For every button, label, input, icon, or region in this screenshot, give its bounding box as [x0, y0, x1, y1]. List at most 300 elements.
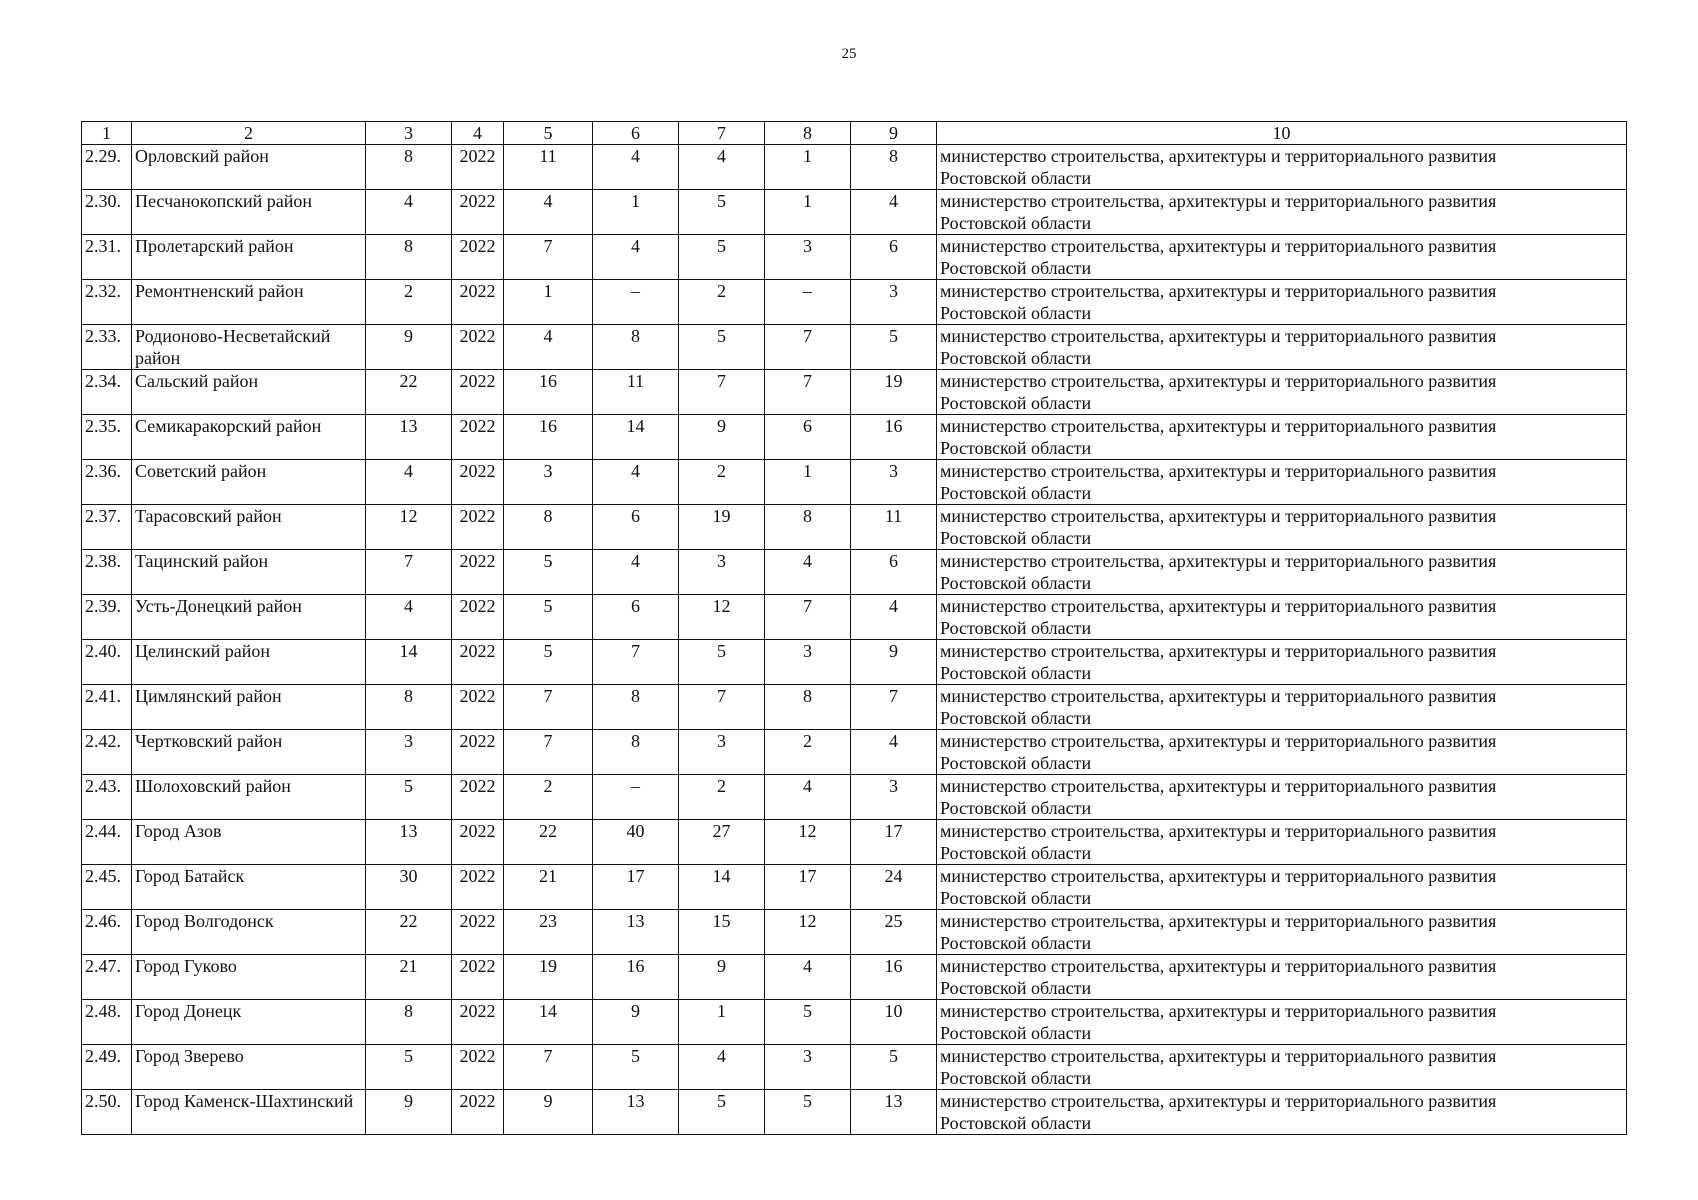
row-number-cell: 2.37.	[82, 505, 132, 550]
organization-line-2: Ростовской области	[940, 348, 1092, 368]
value-cell-c7: 3	[679, 550, 765, 595]
value-cell-c3: 5	[366, 775, 452, 820]
value-cell-c4: 2022	[452, 820, 504, 865]
organization-line-2: Ростовской области	[940, 258, 1092, 278]
row-number-cell: 2.41.	[82, 685, 132, 730]
value-cell-c5: 16	[504, 415, 593, 460]
value-cell-c6: 11	[593, 370, 679, 415]
value-cell-c6: 4	[593, 145, 679, 190]
district-name-cell: Город Батайск	[132, 865, 366, 910]
value-cell-c7: 5	[679, 640, 765, 685]
organization-line-2: Ростовской области	[940, 303, 1092, 323]
organization-line-2: Ростовской области	[940, 483, 1092, 503]
organization-line-2: Ростовской области	[940, 1068, 1092, 1088]
table-row	[82, 370, 1627, 415]
row-number-cell: 2.30.	[82, 190, 132, 235]
district-name-cell: Песчанокопский район	[132, 190, 366, 235]
table-row	[82, 955, 1627, 1000]
value-cell-c4: 2022	[452, 910, 504, 955]
organization-line-2: Ростовской области	[940, 978, 1092, 998]
header-cell: 7	[679, 122, 765, 145]
value-cell-c4: 2022	[452, 1045, 504, 1090]
organization-line-1: министерство строительства, архитектуры и территориального развития	[940, 236, 1497, 256]
organization-line-2: Ростовской области	[940, 438, 1092, 458]
value-cell-c5: 11	[504, 145, 593, 190]
value-cell-c3: 4	[366, 190, 452, 235]
value-cell-c7: 9	[679, 415, 765, 460]
value-cell-c5: 19	[504, 955, 593, 1000]
responsible-organization-cell	[937, 1000, 1627, 1045]
value-cell-c9: 16	[851, 415, 937, 460]
organization-line-2: Ростовской области	[940, 843, 1092, 863]
value-cell-c5: 8	[504, 505, 593, 550]
value-cell-c4: 2022	[452, 505, 504, 550]
value-cell-c8: 5	[765, 1000, 851, 1045]
value-cell-c6: 8	[593, 685, 679, 730]
value-cell-c6: 40	[593, 820, 679, 865]
value-cell-c9: 17	[851, 820, 937, 865]
value-cell-c4: 2022	[452, 550, 504, 595]
value-cell-c8: 3	[765, 640, 851, 685]
row-number-cell: 2.31.	[82, 235, 132, 280]
organization-line-2: Ростовской области	[940, 663, 1092, 683]
value-cell-c8: 6	[765, 415, 851, 460]
value-cell-c3: 8	[366, 145, 452, 190]
value-cell-c8: –	[765, 280, 851, 325]
header-cell: 2	[132, 122, 366, 145]
value-cell-c9: 4	[851, 190, 937, 235]
district-name-cell: Орловский район	[132, 145, 366, 190]
value-cell-c7: 4	[679, 145, 765, 190]
organization-line-1: министерство строительства, архитектуры и территориального развития	[940, 146, 1497, 166]
district-name-cell: Город Зверево	[132, 1045, 366, 1090]
value-cell-c9: 13	[851, 1090, 937, 1135]
value-cell-c5: 21	[504, 865, 593, 910]
responsible-organization-cell	[937, 910, 1627, 955]
value-cell-c9: 16	[851, 955, 937, 1000]
value-cell-c5: 7	[504, 235, 593, 280]
value-cell-c5: 4	[504, 325, 593, 370]
organization-line-2: Ростовской области	[940, 708, 1092, 728]
value-cell-c8: 2	[765, 730, 851, 775]
district-name-cell: Тацинский район	[132, 550, 366, 595]
organization-line-2: Ростовской области	[940, 618, 1092, 638]
responsible-organization-cell	[937, 550, 1627, 595]
value-cell-c6: 4	[593, 460, 679, 505]
organization-line-1: министерство строительства, архитектуры и территориального развития	[940, 956, 1497, 976]
value-cell-c8: 17	[765, 865, 851, 910]
table-row	[82, 1045, 1627, 1090]
responsible-organization-cell	[937, 415, 1627, 460]
value-cell-c5: 3	[504, 460, 593, 505]
table-row	[82, 415, 1627, 460]
responsible-organization-cell	[937, 730, 1627, 775]
value-cell-c8: 4	[765, 955, 851, 1000]
responsible-organization-cell	[937, 955, 1627, 1000]
district-name-cell: Семикаракорский район	[132, 415, 366, 460]
value-cell-c9: 24	[851, 865, 937, 910]
table-row	[82, 1000, 1627, 1045]
value-cell-c3: 9	[366, 1090, 452, 1135]
value-cell-c6: 7	[593, 640, 679, 685]
value-cell-c8: 1	[765, 145, 851, 190]
value-cell-c9: 19	[851, 370, 937, 415]
table-row	[82, 145, 1627, 190]
value-cell-c5: 14	[504, 1000, 593, 1045]
district-name-cell: Город Азов	[132, 820, 366, 865]
row-number-cell: 2.45.	[82, 865, 132, 910]
row-number-cell: 2.47.	[82, 955, 132, 1000]
header-cell: 6	[593, 122, 679, 145]
value-cell-c7: 1	[679, 1000, 765, 1045]
value-cell-c5: 7	[504, 685, 593, 730]
organization-line-1: министерство строительства, архитектуры и территориального развития	[940, 326, 1497, 346]
value-cell-c7: 9	[679, 955, 765, 1000]
value-cell-c5: 7	[504, 1045, 593, 1090]
value-cell-c8: 3	[765, 235, 851, 280]
value-cell-c3: 3	[366, 730, 452, 775]
organization-line-2: Ростовской области	[940, 168, 1092, 188]
value-cell-c5: 1	[504, 280, 593, 325]
district-name-cell: Усть-Донецкий район	[132, 595, 366, 640]
district-name-cell: Город Каменск-Шахтинский	[132, 1090, 366, 1135]
value-cell-c3: 5	[366, 1045, 452, 1090]
row-number-cell: 2.36.	[82, 460, 132, 505]
table-row	[82, 505, 1627, 550]
value-cell-c7: 5	[679, 235, 765, 280]
responsible-organization-cell	[937, 1090, 1627, 1135]
value-cell-c5: 4	[504, 190, 593, 235]
page-number: 25	[841, 46, 857, 62]
value-cell-c7: 5	[679, 325, 765, 370]
row-number-cell: 2.48.	[82, 1000, 132, 1045]
row-number-cell: 2.46.	[82, 910, 132, 955]
table-row	[82, 325, 1627, 370]
value-cell-c7: 15	[679, 910, 765, 955]
value-cell-c3: 21	[366, 955, 452, 1000]
table-row	[82, 775, 1627, 820]
value-cell-c8: 4	[765, 550, 851, 595]
value-cell-c3: 4	[366, 460, 452, 505]
value-cell-c7: 7	[679, 370, 765, 415]
responsible-organization-cell	[937, 325, 1627, 370]
value-cell-c4: 2022	[452, 955, 504, 1000]
district-name-cell: Целинский район	[132, 640, 366, 685]
value-cell-c5: 16	[504, 370, 593, 415]
value-cell-c8: 5	[765, 1090, 851, 1135]
value-cell-c7: 4	[679, 1045, 765, 1090]
value-cell-c3: 4	[366, 595, 452, 640]
row-number-cell: 2.33.	[82, 325, 132, 370]
value-cell-c7: 2	[679, 775, 765, 820]
value-cell-c8: 7	[765, 325, 851, 370]
organization-line-2: Ростовской области	[940, 798, 1092, 818]
table-row	[82, 640, 1627, 685]
responsible-organization-cell	[937, 190, 1627, 235]
organization-line-1: министерство строительства, архитектуры и территориального развития	[940, 596, 1497, 616]
organization-line-2: Ростовской области	[940, 933, 1092, 953]
value-cell-c8: 7	[765, 595, 851, 640]
organization-line-1: министерство строительства, архитектуры и территориального развития	[940, 866, 1497, 886]
value-cell-c5: 5	[504, 640, 593, 685]
organization-line-1: министерство строительства, архитектуры и территориального развития	[940, 506, 1497, 526]
organization-line-1: министерство строительства, архитектуры и территориального развития	[940, 1046, 1497, 1066]
value-cell-c3: 2	[366, 280, 452, 325]
district-name-cell: Шолоховский район	[132, 775, 366, 820]
table-row	[82, 910, 1627, 955]
value-cell-c9: 10	[851, 1000, 937, 1045]
value-cell-c6: –	[593, 775, 679, 820]
value-cell-c9: 4	[851, 730, 937, 775]
row-number-cell: 2.40.	[82, 640, 132, 685]
value-cell-c8: 4	[765, 775, 851, 820]
value-cell-c7: 2	[679, 280, 765, 325]
table-row	[82, 1090, 1627, 1135]
value-cell-c6: 6	[593, 505, 679, 550]
district-name-cell: Цимлянский район	[132, 685, 366, 730]
value-cell-c7: 2	[679, 460, 765, 505]
responsible-organization-cell	[937, 280, 1627, 325]
table-body	[82, 122, 1627, 1135]
value-cell-c9: 9	[851, 640, 937, 685]
responsible-organization-cell	[937, 865, 1627, 910]
organization-line-1: министерство строительства, архитектуры и территориального развития	[940, 911, 1497, 931]
header-cell: 8	[765, 122, 851, 145]
value-cell-c7: 14	[679, 865, 765, 910]
value-cell-c9: 25	[851, 910, 937, 955]
table-row	[82, 550, 1627, 595]
district-name-cell: Родионово-Несветайский район	[132, 325, 366, 370]
district-name-cell: Город Волгодонск	[132, 910, 366, 955]
responsible-organization-cell	[937, 235, 1627, 280]
value-cell-c3: 14	[366, 640, 452, 685]
row-number-cell: 2.49.	[82, 1045, 132, 1090]
organization-line-1: министерство строительства, архитектуры и территориального развития	[940, 461, 1497, 481]
value-cell-c6: 14	[593, 415, 679, 460]
value-cell-c7: 5	[679, 1090, 765, 1135]
table-row	[82, 730, 1627, 775]
organization-line-2: Ростовской области	[940, 213, 1092, 233]
value-cell-c7: 3	[679, 730, 765, 775]
row-number-cell: 2.42.	[82, 730, 132, 775]
value-cell-c4: 2022	[452, 685, 504, 730]
organization-line-1: министерство строительства, архитектуры и территориального развития	[940, 686, 1497, 706]
value-cell-c9: 4	[851, 595, 937, 640]
value-cell-c6: 1	[593, 190, 679, 235]
organization-line-1: министерство строительства, архитектуры и территориального развития	[940, 551, 1497, 571]
value-cell-c4: 2022	[452, 235, 504, 280]
row-number-cell: 2.50.	[82, 1090, 132, 1135]
value-cell-c8: 8	[765, 685, 851, 730]
responsible-organization-cell	[937, 685, 1627, 730]
value-cell-c7: 12	[679, 595, 765, 640]
organization-line-1: министерство строительства, архитектуры и территориального развития	[940, 281, 1497, 301]
value-cell-c6: 4	[593, 550, 679, 595]
value-cell-c7: 19	[679, 505, 765, 550]
value-cell-c9: 6	[851, 550, 937, 595]
row-number-cell: 2.34.	[82, 370, 132, 415]
value-cell-c4: 2022	[452, 640, 504, 685]
value-cell-c5: 22	[504, 820, 593, 865]
value-cell-c6: 13	[593, 910, 679, 955]
value-cell-c9: 6	[851, 235, 937, 280]
value-cell-c9: 3	[851, 460, 937, 505]
organization-line-1: министерство строительства, архитектуры и территориального развития	[940, 371, 1497, 391]
value-cell-c9: 8	[851, 145, 937, 190]
organization-line-1: министерство строительства, архитектуры и территориального развития	[940, 776, 1497, 796]
value-cell-c4: 2022	[452, 370, 504, 415]
table-row	[82, 865, 1627, 910]
value-cell-c8: 1	[765, 460, 851, 505]
value-cell-c5: 5	[504, 595, 593, 640]
table-row	[82, 280, 1627, 325]
value-cell-c3: 13	[366, 415, 452, 460]
header-cell: 10	[937, 122, 1627, 145]
value-cell-c4: 2022	[452, 415, 504, 460]
table-row	[82, 685, 1627, 730]
value-cell-c6: 8	[593, 325, 679, 370]
responsible-organization-cell	[937, 460, 1627, 505]
row-number-cell: 2.44.	[82, 820, 132, 865]
organization-line-1: министерство строительства, архитектуры и территориального развития	[940, 731, 1497, 751]
value-cell-c9: 5	[851, 1045, 937, 1090]
district-name-cell: Город Донецк	[132, 1000, 366, 1045]
responsible-organization-cell	[937, 370, 1627, 415]
value-cell-c5: 7	[504, 730, 593, 775]
value-cell-c4: 2022	[452, 145, 504, 190]
value-cell-c4: 2022	[452, 190, 504, 235]
organization-line-2: Ростовской области	[940, 1113, 1092, 1133]
value-cell-c7: 7	[679, 685, 765, 730]
organization-line-1: министерство строительства, архитектуры и территориального развития	[940, 1001, 1497, 1021]
row-number-cell: 2.43.	[82, 775, 132, 820]
value-cell-c7: 27	[679, 820, 765, 865]
header-cell: 3	[366, 122, 452, 145]
data-table	[81, 121, 1627, 1135]
value-cell-c7: 5	[679, 190, 765, 235]
organization-line-2: Ростовской области	[940, 393, 1092, 413]
organization-line-1: министерство строительства, архитектуры и территориального развития	[940, 191, 1497, 211]
value-cell-c5: 2	[504, 775, 593, 820]
value-cell-c3: 9	[366, 325, 452, 370]
organization-line-1: министерство строительства, архитектуры и территориального развития	[940, 416, 1497, 436]
responsible-organization-cell	[937, 820, 1627, 865]
value-cell-c9: 3	[851, 775, 937, 820]
responsible-organization-cell	[937, 640, 1627, 685]
value-cell-c3: 8	[366, 1000, 452, 1045]
value-cell-c4: 2022	[452, 865, 504, 910]
organization-line-2: Ростовской области	[940, 888, 1092, 908]
table-row	[82, 595, 1627, 640]
row-number-cell: 2.38.	[82, 550, 132, 595]
value-cell-c3: 22	[366, 910, 452, 955]
value-cell-c8: 3	[765, 1045, 851, 1090]
value-cell-c8: 12	[765, 820, 851, 865]
value-cell-c8: 8	[765, 505, 851, 550]
value-cell-c9: 7	[851, 685, 937, 730]
value-cell-c6: 17	[593, 865, 679, 910]
value-cell-c8: 1	[765, 190, 851, 235]
header-cell: 5	[504, 122, 593, 145]
table-row	[82, 235, 1627, 280]
value-cell-c3: 13	[366, 820, 452, 865]
row-number-cell: 2.32.	[82, 280, 132, 325]
responsible-organization-cell	[937, 775, 1627, 820]
value-cell-c4: 2022	[452, 280, 504, 325]
value-cell-c4: 2022	[452, 730, 504, 775]
value-cell-c3: 8	[366, 685, 452, 730]
table-row	[82, 190, 1627, 235]
row-number-cell: 2.35.	[82, 415, 132, 460]
value-cell-c3: 7	[366, 550, 452, 595]
district-name-cell: Чертковский район	[132, 730, 366, 775]
value-cell-c3: 30	[366, 865, 452, 910]
value-cell-c8: 7	[765, 370, 851, 415]
responsible-organization-cell	[937, 145, 1627, 190]
value-cell-c9: 3	[851, 280, 937, 325]
district-name-cell: Ремонтненский район	[132, 280, 366, 325]
value-cell-c6: 9	[593, 1000, 679, 1045]
value-cell-c9: 5	[851, 325, 937, 370]
organization-line-2: Ростовской области	[940, 528, 1092, 548]
organization-line-1: министерство строительства, архитектуры и территориального развития	[940, 641, 1497, 661]
value-cell-c4: 2022	[452, 595, 504, 640]
value-cell-c5: 5	[504, 550, 593, 595]
value-cell-c4: 2022	[452, 1000, 504, 1045]
value-cell-c6: –	[593, 280, 679, 325]
value-cell-c6: 16	[593, 955, 679, 1000]
row-number-cell: 2.39.	[82, 595, 132, 640]
value-cell-c3: 12	[366, 505, 452, 550]
value-cell-c6: 6	[593, 595, 679, 640]
row-number-cell: 2.29.	[82, 145, 132, 190]
value-cell-c6: 5	[593, 1045, 679, 1090]
organization-line-2: Ростовской области	[940, 573, 1092, 593]
organization-line-1: министерство строительства, архитектуры и территориального развития	[940, 821, 1497, 841]
value-cell-c6: 4	[593, 235, 679, 280]
value-cell-c8: 12	[765, 910, 851, 955]
responsible-organization-cell	[937, 595, 1627, 640]
district-name-cell: Сальский район	[132, 370, 366, 415]
value-cell-c4: 2022	[452, 1090, 504, 1135]
value-cell-c6: 13	[593, 1090, 679, 1135]
header-cell: 4	[452, 122, 504, 145]
district-name-cell: Пролетарский район	[132, 235, 366, 280]
organization-line-2: Ростовской области	[940, 753, 1092, 773]
value-cell-c4: 2022	[452, 775, 504, 820]
value-cell-c6: 8	[593, 730, 679, 775]
value-cell-c3: 22	[366, 370, 452, 415]
district-name-cell: Город Гуково	[132, 955, 366, 1000]
organization-line-2: Ростовской области	[940, 1023, 1092, 1043]
value-cell-c4: 2022	[452, 460, 504, 505]
district-name-cell: Тарасовский район	[132, 505, 366, 550]
organization-line-1: министерство строительства, архитектуры и территориального развития	[940, 1091, 1497, 1111]
value-cell-c3: 8	[366, 235, 452, 280]
district-name-cell: Советский район	[132, 460, 366, 505]
responsible-organization-cell	[937, 505, 1627, 550]
header-cell: 9	[851, 122, 937, 145]
responsible-organization-cell	[937, 1045, 1627, 1090]
table-row	[82, 460, 1627, 505]
table-header-row	[82, 122, 1627, 145]
header-cell: 1	[82, 122, 132, 145]
value-cell-c9: 11	[851, 505, 937, 550]
value-cell-c4: 2022	[452, 325, 504, 370]
value-cell-c5: 23	[504, 910, 593, 955]
value-cell-c5: 9	[504, 1090, 593, 1135]
table-row	[82, 820, 1627, 865]
